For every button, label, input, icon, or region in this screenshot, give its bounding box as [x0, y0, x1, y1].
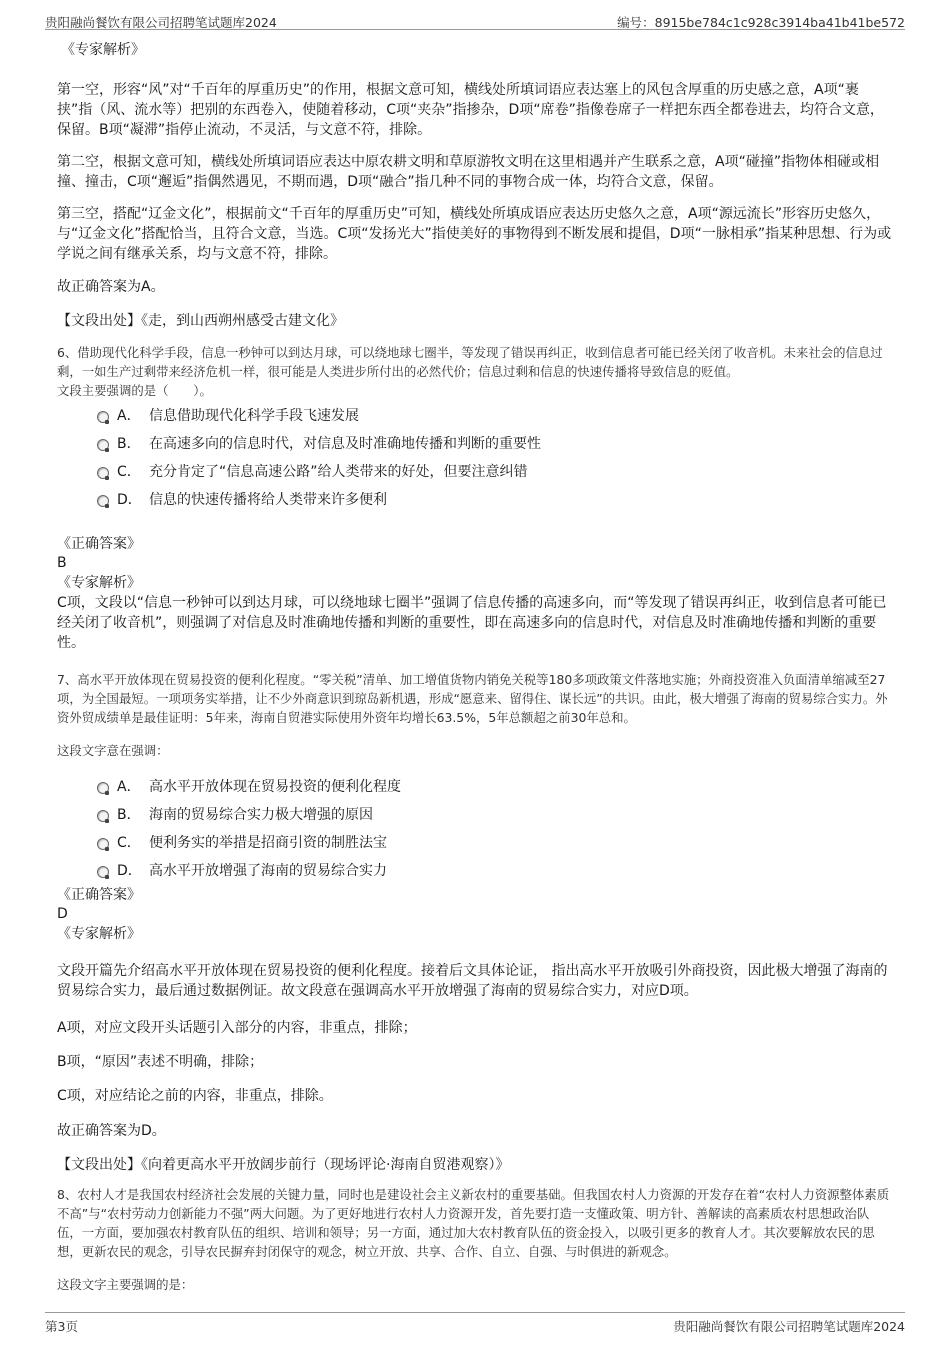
page-header: [45, 9, 905, 30]
option-letter: C．: [117, 835, 141, 851]
option-text: 在高速多向的信息时代，对信息及时准确地传播和判断的重要性: [149, 436, 541, 452]
radio-icon[interactable]: [97, 439, 109, 451]
q5-conclusion: 故正确答案为A。: [57, 279, 165, 295]
header-code-label: 编号：: [617, 15, 655, 30]
option-letter: A．: [117, 779, 141, 795]
option-letter: A．: [117, 408, 141, 424]
header-code: [617, 13, 905, 31]
q8-prompt: 这段文字主要强调的是：: [57, 1277, 194, 1292]
option-text: 充分肯定了“信息高速公路”给人类带来的好处，但要注意纠错: [149, 464, 528, 480]
q7-source: 【文段出处】《向着更高水平开放阔步前行（现场评论·海南自贸港观察）》: [57, 1157, 510, 1173]
option-letter: D．: [117, 863, 142, 879]
option-text: 信息借助现代化科学手段飞速发展: [149, 408, 359, 424]
q6-options: [57, 402, 893, 514]
q6-prompt: 文段主要强调的是（ ）。: [57, 383, 212, 398]
q7-answer-label: 《正确答案》: [57, 887, 141, 903]
radio-icon[interactable]: [97, 495, 109, 507]
option-text: 高水平开放体现在贸易投资的便利化程度: [149, 779, 401, 795]
q7-options: [57, 773, 893, 885]
option-text: 便利务实的举措是招商引资的制胜法宝: [149, 835, 387, 851]
radio-icon[interactable]: [97, 411, 109, 423]
radio-icon[interactable]: [97, 467, 109, 479]
q7-option-c[interactable]: [57, 829, 893, 857]
q6-answer: B: [57, 555, 67, 571]
q7-option-a[interactable]: [57, 773, 893, 801]
radio-icon[interactable]: [97, 866, 109, 878]
q5-analysis-blank1: 第一空，形容“风”对“千百年的厚重历史”的作用，根据文意可知，横线处所填词语应表达塞上的风包含厚重的历史感之意，A项“裹挟”指（风、流水等）把别的东西卷入，使随着移动，C项“夹杂”指掺杂，D项“席卷”指像卷席子一样把东西全都卷进去，均符合文意，保留。B项“凝滞”指停止流动，不灵活，与文意不符，排除。: [57, 82, 884, 138]
option-text: 信息的快速传播将给人类带来许多便利: [149, 492, 387, 508]
q7-analysis: 文段开篇先介绍高水平开放体现在贸易投资的便利化程度。接着后文具体论证， 指出高水平开放吸引外商投资，因此极大增强了海南的贸易综合实力，最后通过数据例证。故文段意在强调高水平开放增强了海南的贸易综合实力，对应D项。: [57, 963, 888, 999]
q8-stem: 8、农村人才是我国农村经济社会发展的关键力量，同时也是建设社会主义新农村的重要基础。但我国农村人力资源的开发存在着“农村人力资源整体素质不高”与“农村劳动力创新能力不强”两大问题。为了更好地进行农村人力资源开发，首先要打造一支懂政策、明方针、善解读的高素质农村思想政治队伍，一方面，要加强农村教育队伍的组织、培训和领导；另一方面，通过加大农村教育队伍的资金投入，以吸引更多的教育人才。其次要解放农民的思想，更新农民的观念，引导农民摒弃封闭保守的观念，树立开放、共享、合作、自立、自强、与时俱进的新观念。: [57, 1187, 890, 1259]
option-text: 海南的贸易综合实力极大增强的原因: [149, 807, 373, 823]
q5-source: 【文段出处】《走，到山西朔州感受古建文化》: [57, 313, 344, 329]
option-text: 高水平开放增强了海南的贸易综合实力: [149, 863, 387, 879]
q6-answer-label: 《正确答案》: [57, 536, 141, 552]
q7-conclusion: 故正确答案为D。: [57, 1123, 166, 1139]
header-code-value: 8915be784c1c928c3914ba41b41be572: [654, 15, 905, 30]
q7-option-b-note: B项，“原因”表述不明确，排除；: [57, 1054, 264, 1070]
q7-option-a-note: A项，对应文段开头话题引入部分的内容，非重点，排除；: [57, 1020, 417, 1036]
q6-option-a[interactable]: [57, 402, 893, 430]
q6-option-d[interactable]: [57, 486, 893, 514]
q7-prompt: 这段文字意在强调：: [57, 743, 169, 758]
header-company: 贵阳融尚餐饮有限公司招聘笔试题库2024: [45, 15, 277, 30]
option-letter: B．: [117, 436, 141, 452]
q5-expert-label: 《专家解析》: [61, 42, 145, 58]
q7-expert-label: 《专家解析》: [57, 926, 141, 942]
page-footer: [45, 1312, 905, 1338]
q6-stem: 6、借助现代化科学手段，信息一秒钟可以到达月球，可以绕地球七圈半，等发现了错误再纠正，收到信息者可能已经关闭了收音机。未来社会的信息过剩，一如生产过剩带来经济危机一样，很可能是人类进步所付出的必然代价；信息过剩和信息的快速传播将导致信息的贬值。: [57, 345, 883, 379]
option-letter: B．: [117, 807, 141, 823]
q6-analysis: C项，文段以“信息一秒钟可以到达月球，可以绕地球七圈半”强调了信息传播的高速多向，而“等发现了错误再纠正，收到信息者可能已经关闭了收音机”，则强调了对信息及时准确地传播和判断的重要性，即在高速多向的信息时代，对信息及时准确地传播和判断的重要性。: [57, 595, 887, 651]
q5-analysis-blank3: 第三空，搭配“辽金文化”，根据前文“千百年的厚重历史”可知，横线处所填成语应表达历史悠久之意，A项“源远流长”形容历史悠久，与“辽金文化”搭配恰当，且符合文意，当选。C项“发扬光大”指使美好的事物得到不断发展和提倡，D项“一脉相承”指某种思想、行为或学说之间有继承关系，均与文意不符，排除。: [57, 206, 892, 262]
radio-icon[interactable]: [97, 838, 109, 850]
footer-company: 贵阳融尚餐饮有限公司招聘笔试题库2024: [673, 1319, 905, 1334]
q7-option-d[interactable]: [57, 857, 893, 885]
option-letter: D．: [117, 492, 142, 508]
option-letter: C．: [117, 464, 141, 480]
page-content: [57, 40, 893, 1294]
q7-stem: 7、高水平开放体现在贸易投资的便利化程度。“零关税”清单、加工增值货物内销免关税等180多项政策文件落地实施；外商投资准入负面清单缩减至27项，为全国最短。一项项务实举措，让不少外商意识到琼岛新机遇，形成“愿意来、留得住、谋长远”的共识。由此，极大增强了海南的贸易综合实力。外资外贸成绩单是最佳证明：5年来，海南自贸港实际使用外资年均增长63.5%，5年总额超之前30年总和。: [57, 672, 888, 725]
q7-answer: D: [57, 906, 68, 922]
q5-analysis-blank2: 第二空，根据文意可知，横线处所填词语应表达中原农耕文明和草原游牧文明在这里相遇并产生联系之意，A项“碰撞”指物体相碰或相撞、撞击，C项“邂逅”指偶然遇见，不期而遇，D项“融合”指几种不同的事物合成一体，均符合文意，保留。: [57, 154, 880, 190]
q6-option-c[interactable]: [57, 458, 893, 486]
footer-page-number: 第3页: [45, 1319, 78, 1334]
q6-expert-label: 《专家解析》: [57, 575, 141, 591]
radio-icon[interactable]: [97, 782, 109, 794]
q7-option-b[interactable]: [57, 801, 893, 829]
q7-option-c-note: C项，对应结论之前的内容，非重点，排除。: [57, 1088, 333, 1104]
radio-icon[interactable]: [97, 810, 109, 822]
q6-option-b[interactable]: [57, 430, 893, 458]
